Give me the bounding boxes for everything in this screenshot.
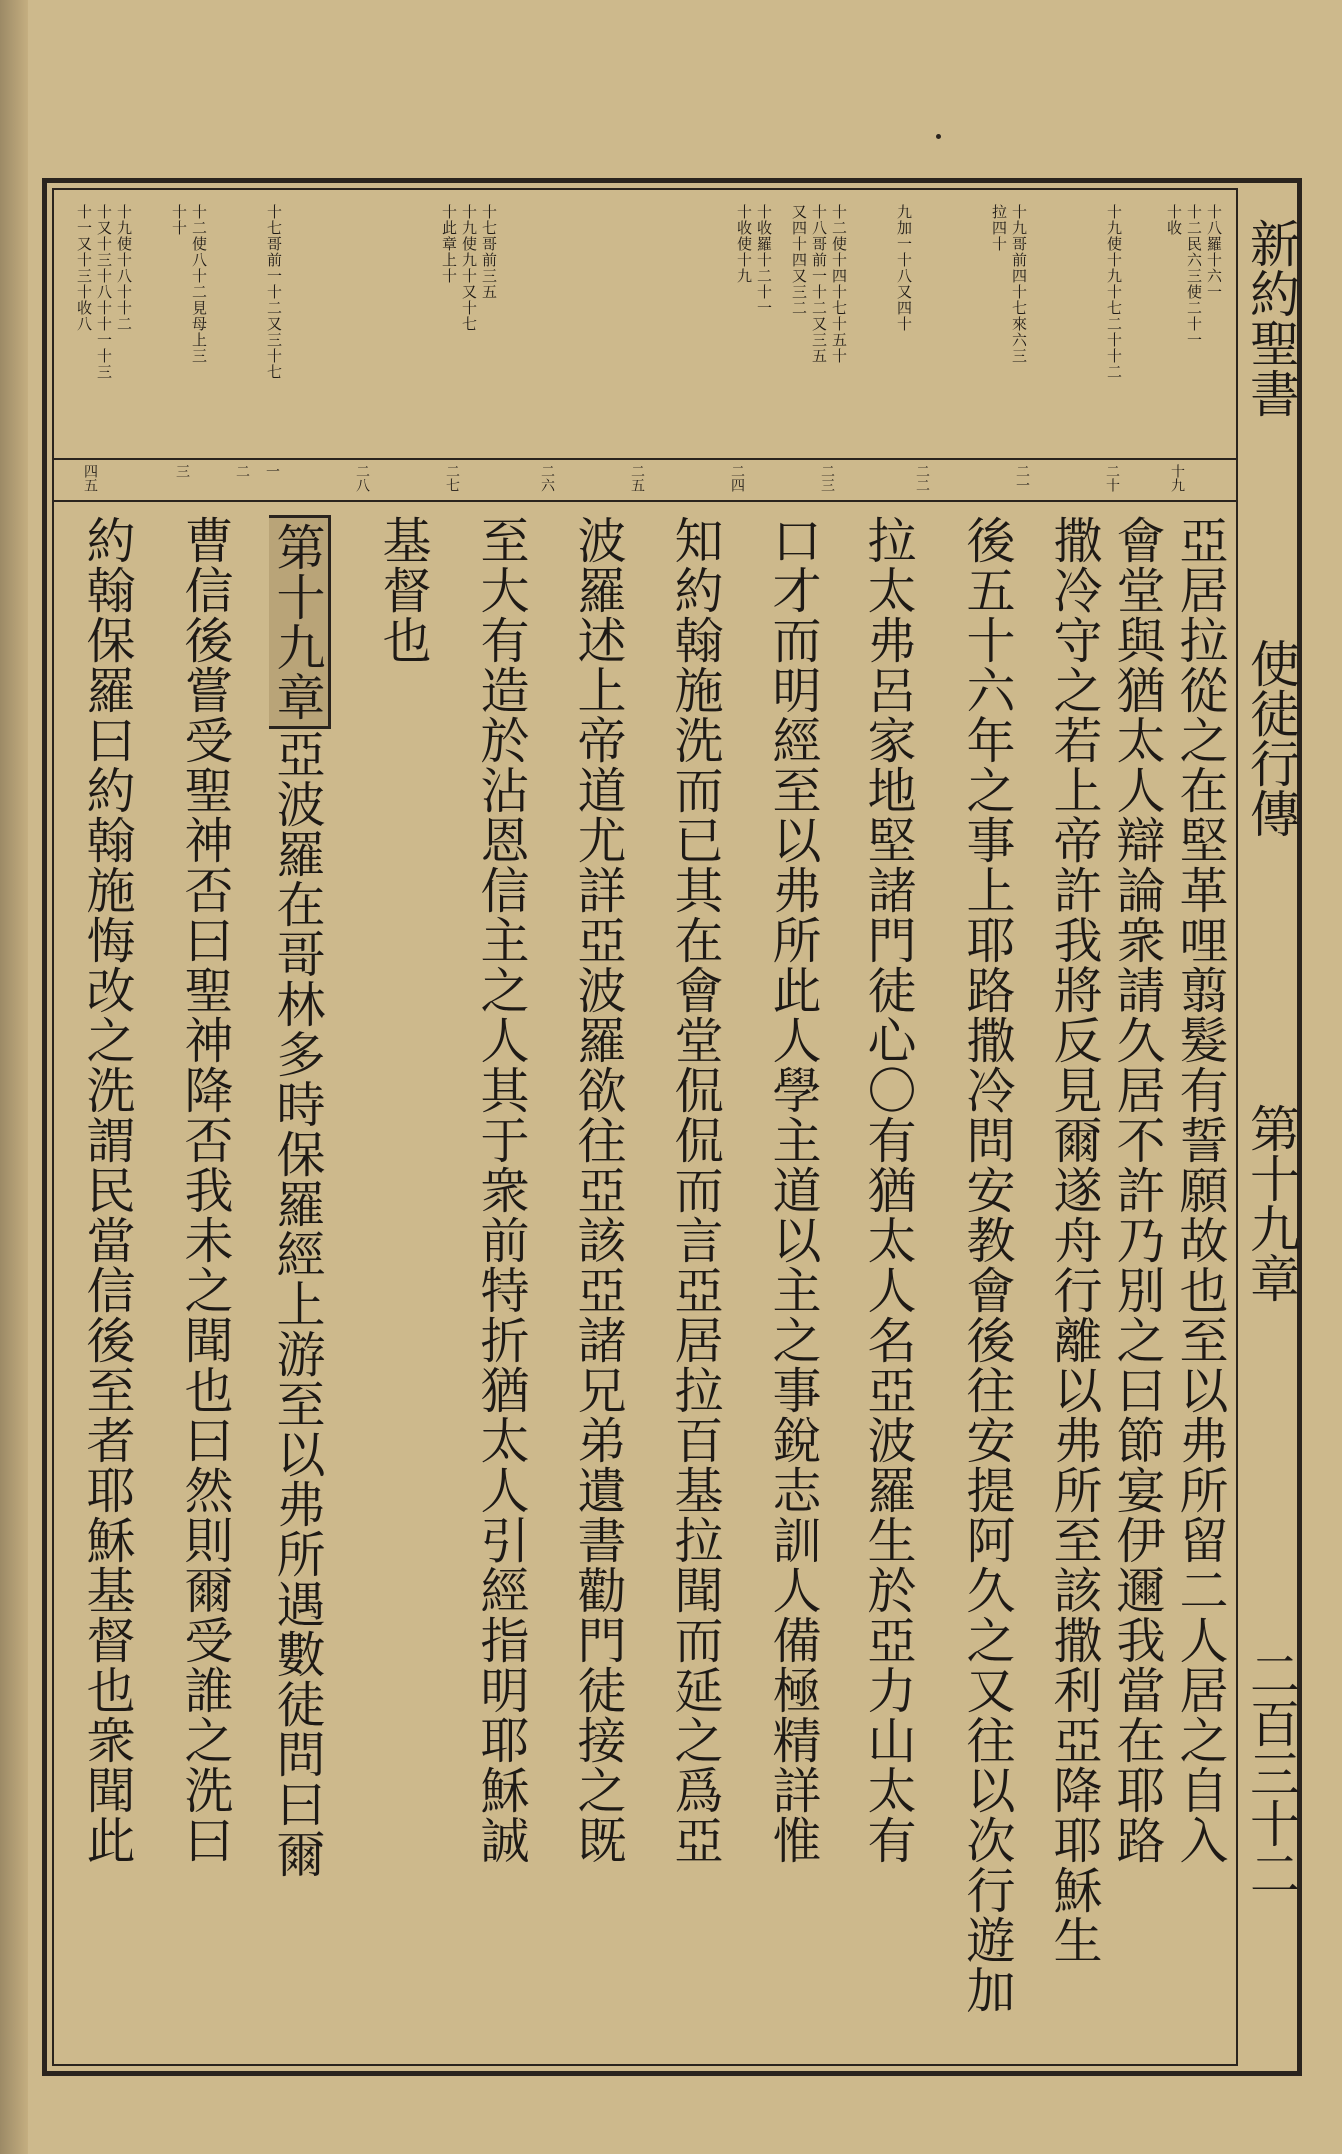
verse-number: 二一 [1014, 464, 1030, 492]
chapter-title: 第十九章 [1242, 1103, 1300, 1303]
verse-number: 二三 [819, 464, 835, 492]
note-entry: 十七哥前一十二又三十七 [265, 204, 283, 380]
verse-number: 二五 [629, 464, 645, 492]
ink-dot [936, 134, 941, 139]
book-gutter [0, 0, 28, 2154]
book-name: 使徒行傳 [1242, 638, 1300, 838]
text-column: 至大有造於沾恩信主之人其于衆前特折猶太人引經指明耶穌誠 [473, 515, 530, 1865]
text-column: 基督也 [375, 515, 432, 665]
note-entry: 十九使十九十七二十十二 [1105, 204, 1123, 380]
text-column: 口才而明經至以弗所此人學主道以主之事銳志訓人備極精詳惟 [765, 515, 822, 1865]
text-column: 曹信後嘗受聖神否曰聖神降否我未之聞也曰然則爾受誰之洗曰 [177, 515, 234, 1865]
verse-number: 二七 [444, 464, 460, 492]
text-column: 拉太弗呂家地堅諸門徒心〇有猶太人名亞波羅生於亞力山太有 [860, 515, 917, 1865]
cross-reference-notes [54, 190, 1236, 460]
note-entry: 九加一十八又四十 [895, 204, 913, 332]
note-entry: 十二使八十二見母上三 十十 [170, 204, 208, 364]
verse-number: 二八 [354, 464, 370, 492]
note-entry: 十收羅十二十一 十收使十九 [735, 204, 773, 316]
running-header [1240, 188, 1302, 2066]
verse-number: 二六 [539, 464, 555, 492]
text-column-section-start [269, 515, 331, 2055]
note-entry: 十八羅十六一 十二民六三使二十一 十收 [1165, 204, 1223, 348]
verse-number: 二四 [729, 464, 745, 492]
text-column: 撒冷守之若上帝許我將反見爾遂舟行離以弗所至該撒利亞降耶穌生 [1046, 515, 1103, 1965]
scripture-body [54, 515, 1236, 2060]
note-entry: 十九使十八十十二 十又十三十八十十一十三 十一又十三十收八 [75, 204, 133, 380]
note-entry: 十二使十四十七十五十 十八哥前一十二又三五 又四十四又三二 [790, 204, 848, 364]
note-entry: 十九哥前四十七來六三 拉四十 [990, 204, 1028, 364]
verse-number-row [54, 460, 1236, 502]
book-title: 新約聖書 [1242, 218, 1300, 418]
note-entry: 十七哥前三五 十九使九十又十七 十此章上十 [440, 204, 498, 332]
verse-number: 三 [174, 464, 190, 478]
text-column: 後五十六年之事上耶路撒冷問安教會後往安提阿久之又往以次行遊加 [959, 515, 1016, 2015]
section-marker: 第十九章 [269, 515, 331, 729]
verse-number: 一 [264, 464, 280, 478]
verse-number: 二十 [1104, 464, 1120, 492]
section-text: 亞波羅在哥林多時保羅經上游至以弗所遇數徒問曰爾 [269, 729, 326, 1879]
text-column: 亞居拉從之在堅革哩翦髮有誓願故也至以弗所留二人居之自入 [1172, 515, 1229, 1865]
verse-number: 四五 [82, 464, 98, 492]
page-number: 二百三十二 [1242, 1648, 1300, 1898]
text-column: 約翰保羅曰約翰施悔改之洗謂民當信後至者耶穌基督也衆聞此 [79, 515, 136, 1865]
verse-number: 十九 [1169, 464, 1185, 492]
verse-number: 二二 [914, 464, 930, 492]
text-column: 波羅述上帝道尤詳亞波羅欲往亞該亞諸兄弟遺書勸門徒接之既 [570, 515, 627, 1865]
text-column: 會堂與猶太人辯論衆請久居不許乃別之曰節宴伊邇我當在耶路 [1109, 515, 1166, 1865]
text-column: 知約翰施洗而已其在會堂侃侃而言亞居拉百基拉聞而延之爲亞 [667, 515, 724, 1865]
verse-number: 二 [234, 464, 250, 478]
